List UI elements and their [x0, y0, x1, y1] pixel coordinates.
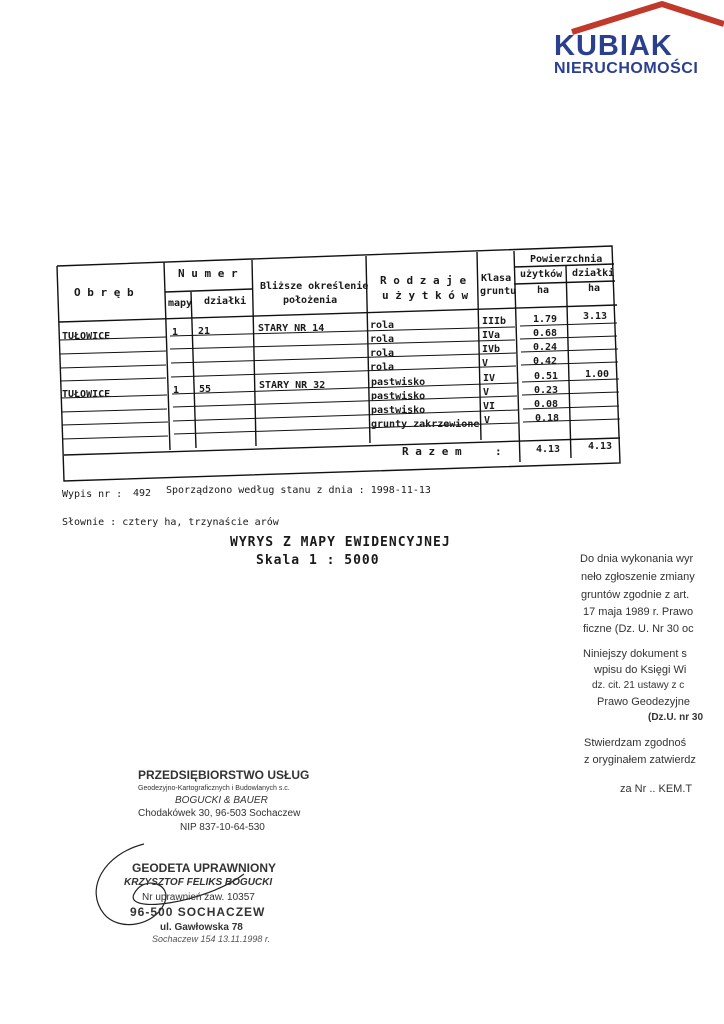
group1-dzialka-ha: 3.13 [583, 311, 608, 322]
header-dzialki-pow: działki [572, 268, 615, 279]
right-note-9: Prawo Geodezyjne [597, 696, 690, 708]
stamp1-line4: Chodakówek 30, 96-503 Sochaczew [138, 808, 301, 819]
group2-row2-klasa: V [483, 387, 490, 398]
stamp2-signature: Sochaczew 154 13.11.1998 r. [152, 934, 271, 944]
stamp2-line5: ul. Gawłowska 78 [160, 922, 243, 933]
group1-row3-klasa: IVb [482, 344, 501, 355]
right-note-12: z oryginałem zatwierdz [584, 754, 696, 766]
group2-obreb: TUŁOWICE [62, 389, 111, 400]
group2-row2-rodzaj: pastwisko [371, 391, 426, 402]
stamp2-line4: 96-500 SOCHACZEW [130, 905, 266, 919]
razem-label: R a z e m [402, 445, 462, 458]
group1-polozenie: STARY NR 14 [258, 323, 325, 334]
right-note-3: gruntów zgodnie z art. [581, 589, 690, 601]
right-note-1: Do dnia wykonania wyr [580, 553, 694, 565]
group2-row1-ha: 0.51 [534, 371, 559, 382]
group2-row2-ha: 0.23 [534, 385, 559, 396]
header-rodzaje-line1: R o d z a j e [380, 274, 467, 287]
right-note-11: Stwierdzam zgodnoś [584, 737, 687, 749]
wypis-sporzadzono: Sporządzono według stanu z dnia : 1998-11-13 [166, 485, 431, 496]
logo-subtitle: NIERUCHOMOŚCI [554, 60, 699, 77]
group1-dzialka: 21 [198, 326, 211, 337]
right-note-13: za Nr .. KEM.T [620, 783, 693, 795]
right-note-5: ficzne (Dz. U. Nr 30 oc [583, 623, 694, 635]
group2-row3-ha: 0.08 [534, 399, 559, 410]
group1-row2-ha: 0.68 [533, 328, 558, 339]
group2-row3-klasa: VI [483, 401, 496, 412]
right-note-6: Niniejszy dokument s [583, 648, 687, 660]
group2-row3-rodzaj: pastwisko [371, 405, 426, 416]
header-blizsze-line1: Bliższe określenie [260, 281, 369, 292]
right-note-8: dz. cit. 21 ustawy z c [592, 680, 685, 691]
group1-row1-rodzaj: rola [370, 320, 395, 331]
header-numer: N u m e r [178, 267, 238, 280]
group1-row2-rodzaj: rola [370, 334, 395, 345]
wypis-label: Wypis nr : [62, 489, 123, 500]
group2-mapy: 1 [173, 385, 180, 396]
stamp1-line2: Geodezyjno-Kartograficznych i Budowlanych s.c. [138, 785, 290, 792]
header-klasa-line2: gruntu [480, 286, 517, 297]
razem-dzialki: 4.13 [588, 441, 613, 452]
header-blizsze-line2: położenia [283, 295, 338, 306]
stamp2-line2: KRZYSZTOF FELIKS BOGUCKI [124, 877, 273, 888]
group2-row1-klasa: IV [483, 373, 496, 384]
group1-row4-ha: 0.42 [533, 356, 558, 367]
razem-colon: : [495, 445, 502, 458]
group2-dzialka: 55 [199, 384, 212, 395]
header-mapy: mapy [168, 298, 193, 309]
stamp1-line3: BOGUCKI & BAUER [175, 795, 268, 806]
wypis-number: 492 [133, 488, 152, 499]
header-rodzaje-line2: u ż y t k ó w [382, 289, 469, 302]
logo-brand: KUBIAK [554, 30, 673, 62]
group1-row4-klasa: V [482, 358, 489, 369]
header-ha-dzialki: ha [588, 283, 601, 294]
stamp2-line3: Nr uprawnień zaw. 10357 [142, 892, 255, 903]
group1-row2-klasa: IVa [482, 330, 501, 341]
header-ha-uzytkow: ha [537, 285, 550, 296]
title-line1: WYRYS Z MAPY EWIDENCYJNEJ [230, 535, 451, 550]
group2-dzialka-ha: 1.00 [585, 369, 610, 380]
razem-uzytkow: 4.13 [536, 444, 561, 455]
group2-row4-ha: 0.18 [535, 413, 560, 424]
header-klasa-line1: Klasa [481, 273, 512, 284]
group1-mapy: 1 [172, 327, 179, 338]
group2-row4-rodzaj: grunty zakrzewione [371, 419, 480, 430]
right-note-10: (Dz.U. nr 30 [648, 712, 704, 723]
group2-polozenie: STARY NR 32 [259, 380, 326, 391]
group1-obreb: TUŁOWICE [62, 331, 111, 342]
group1-row3-ha: 0.24 [533, 342, 558, 353]
group1-row3-rodzaj: rola [370, 348, 395, 359]
stamp2-line1: GEODETA UPRAWNIONY [132, 861, 277, 875]
group2-row1-rodzaj: pastwisko [371, 377, 426, 388]
header-uzytkow: użytków [520, 269, 563, 280]
title-line2: Skala 1 : 5000 [256, 553, 380, 568]
stamp1-line5: NIP 837-10-64-530 [180, 822, 265, 833]
group2-row4-klasa: V [484, 415, 491, 426]
right-note-2: neło zgłoszenie zmiany [581, 571, 695, 583]
header-obreb: O b r ę b [74, 286, 134, 299]
header-powierzchnia: Powierzchnia [530, 254, 603, 265]
header-dzialki: działki [204, 296, 247, 307]
stamp1-line1: PRZEDSIĘBIORSTWO USŁUG [138, 768, 310, 782]
group1-row1-ha: 1.79 [533, 314, 558, 325]
right-note-4: 17 maja 1989 r. Prawo [583, 606, 694, 618]
group1-row4-rodzaj: rola [370, 362, 395, 373]
right-note-7: wpisu do Księgi Wi [594, 664, 687, 676]
slownie-text: Słownie : cztery ha, trzynaście arów [62, 517, 279, 528]
group1-row1-klasa: IIIb [482, 316, 507, 327]
